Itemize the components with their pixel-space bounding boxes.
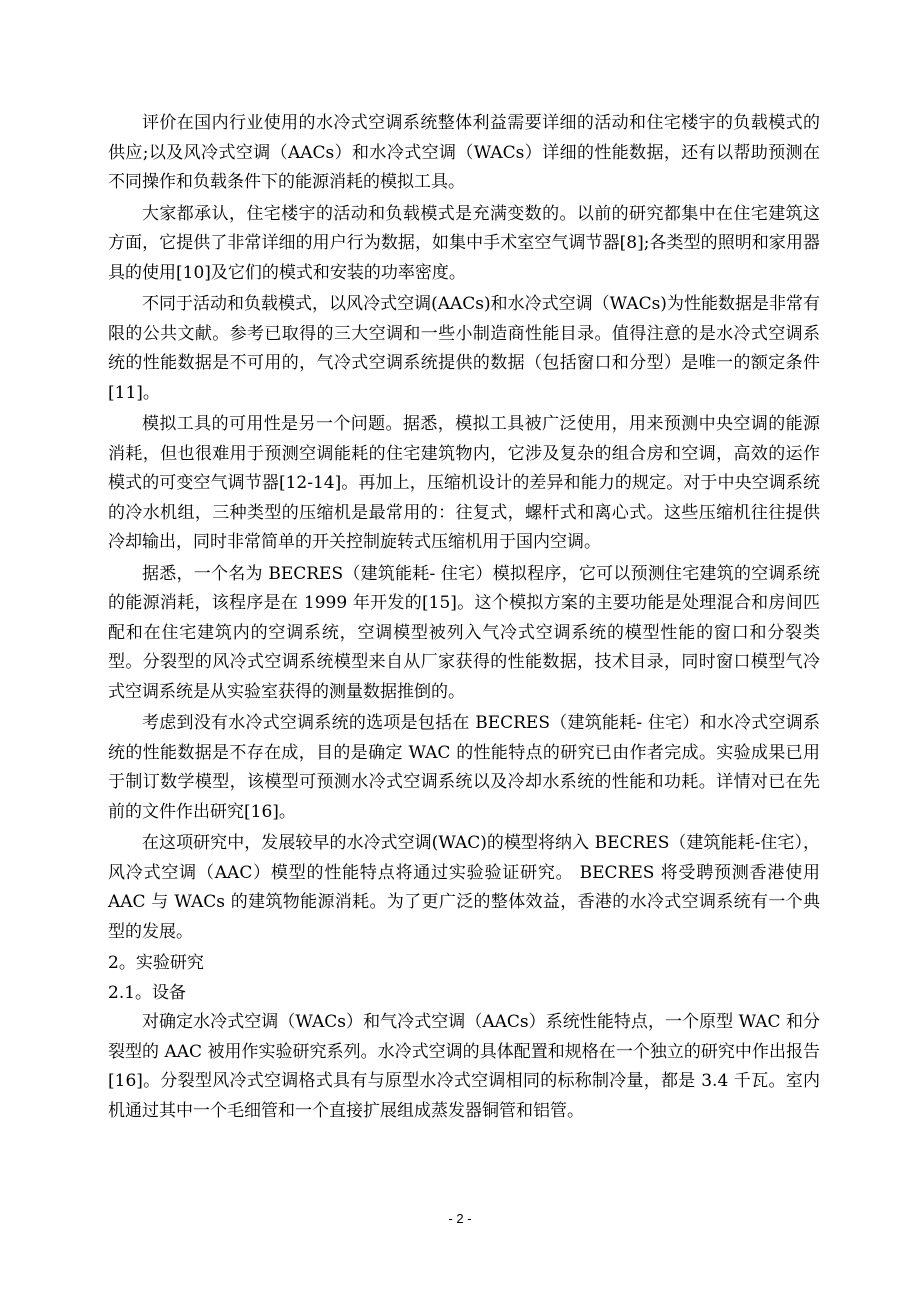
document-body [108,109,820,1128]
section-heading: 2。实验研究 [108,953,204,973]
paragraph-equipment: 对确定水冷式空调（WACs）和气冷式空调（AACs）系统性能特点，一个原型 WAC 和分裂型的 AAC 被用作实验研究系列。水冷式空调的具体配置和规格在一个独立的研究中作出报告[16]。分裂型风冷式空调格式具有与原型水冷式空调相同的标称制冷量，都是 3.4 千瓦。室内机通过其中一个毛细管和一个直接扩展组成蒸发器铜管和铝管。 [108,1012,820,1121]
paragraph-intro: 评价在国内行业使用的水冷式空调系统整体利益需要详细的活动和住宅楼宇的负载模式的供应;以及风冷式空调（AACs）和水冷式空调（WACs）详细的性能数据，还有以帮助预测在不同操作和负载条件下的能源消耗的模拟工具。 [108,113,820,192]
paragraph-becres-program: 据悉，一个名为 BECRES（建筑能耗- 住宅）模拟程序，它可以预测住宅建筑的空调系统的能源消耗，该程序是在 1999 年开发的[15]。这个模拟方案的主要功能是处理混合和房间匹配和在住宅建筑内的空调系统，空调模型被列入气冷式空调系统的模型性能的窗口和分裂类型。分裂型的风冷式空调系统模型来自从厂家获得的性能数据，技术目录，同时窗口模型气冷式空调系统是从实验室获得的测量数据推倒的。 [108,563,820,702]
paragraph-performance-data: 不同于活动和负载模式，以风冷式空调(AACs)和水冷式空调（WACs)为性能数据是非常有限的公共文献。参考已取得的三大空调和一些小制造商性能目录。值得注意的是水冷式空调系统的性能数据是不可用的，气冷式空调系统提供的数据（包括窗口和分型）是唯一的额定条件[11]。 [108,294,820,403]
paragraph-activity-patterns: 大家都承认，住宅楼宇的活动和负载模式是充满变数的。以前的研究都集中在住宅建筑这方面，它提供了非常详细的用户行为数据，如集中手术室空气调节器[8];各类型的照明和家用器具的使用[10]及它们的模式和安装的功率密度。 [108,203,820,283]
paragraph-this-study: 在这项研究中，发展较早的水冷式空调(WAC)的模型将纳入 BECRES（建筑能耗-住宅），风冷式空调（AAC）模型的性能特点将通过实验验证研究。 BECRES 将受聘预测香港使用 AAC 与 WACs 的建筑物能源消耗。为了更广泛的整体效益，香港的水冷式空调系统有一个典型的发展。 [108,833,820,942]
page-number: - 2 - [448,1211,472,1226]
paragraph-wac-research: 考虑到没有水冷式空调系统的选项是包括在 BECRES（建筑能耗- 住宅）和水冷式空调系统的性能数据是不存在成，目的是确定 WAC 的性能特点的研究已由作者完成。实验成果已用于制订数学模型，该模型可预测水冷式空调系统以及冷却水系统的性能和功耗。详情对已在先前的文件作出研究[16]。 [108,713,820,822]
subsection-heading: 2.1。设备 [108,982,187,1003]
paragraph-simulation-tools: 模拟工具的可用性是另一个问题。据悉，模拟工具被广泛使用，用来预测中央空调的能源消耗，但也很难用于预测空调能耗的住宅建筑物内，它涉及复杂的组合房和空调，高效的运作模式的可变空气调节器[12-14]。再加上，压缩机设计的差异和能力的规定。对于中央空调系统的冷水机组，三种类型的压缩机是最常用的：往复式，螺杆式和离心式。这些压缩机往往提供冷却输出，同时非常简单的开关控制旋转式压缩机用于国内空调。 [108,414,820,552]
